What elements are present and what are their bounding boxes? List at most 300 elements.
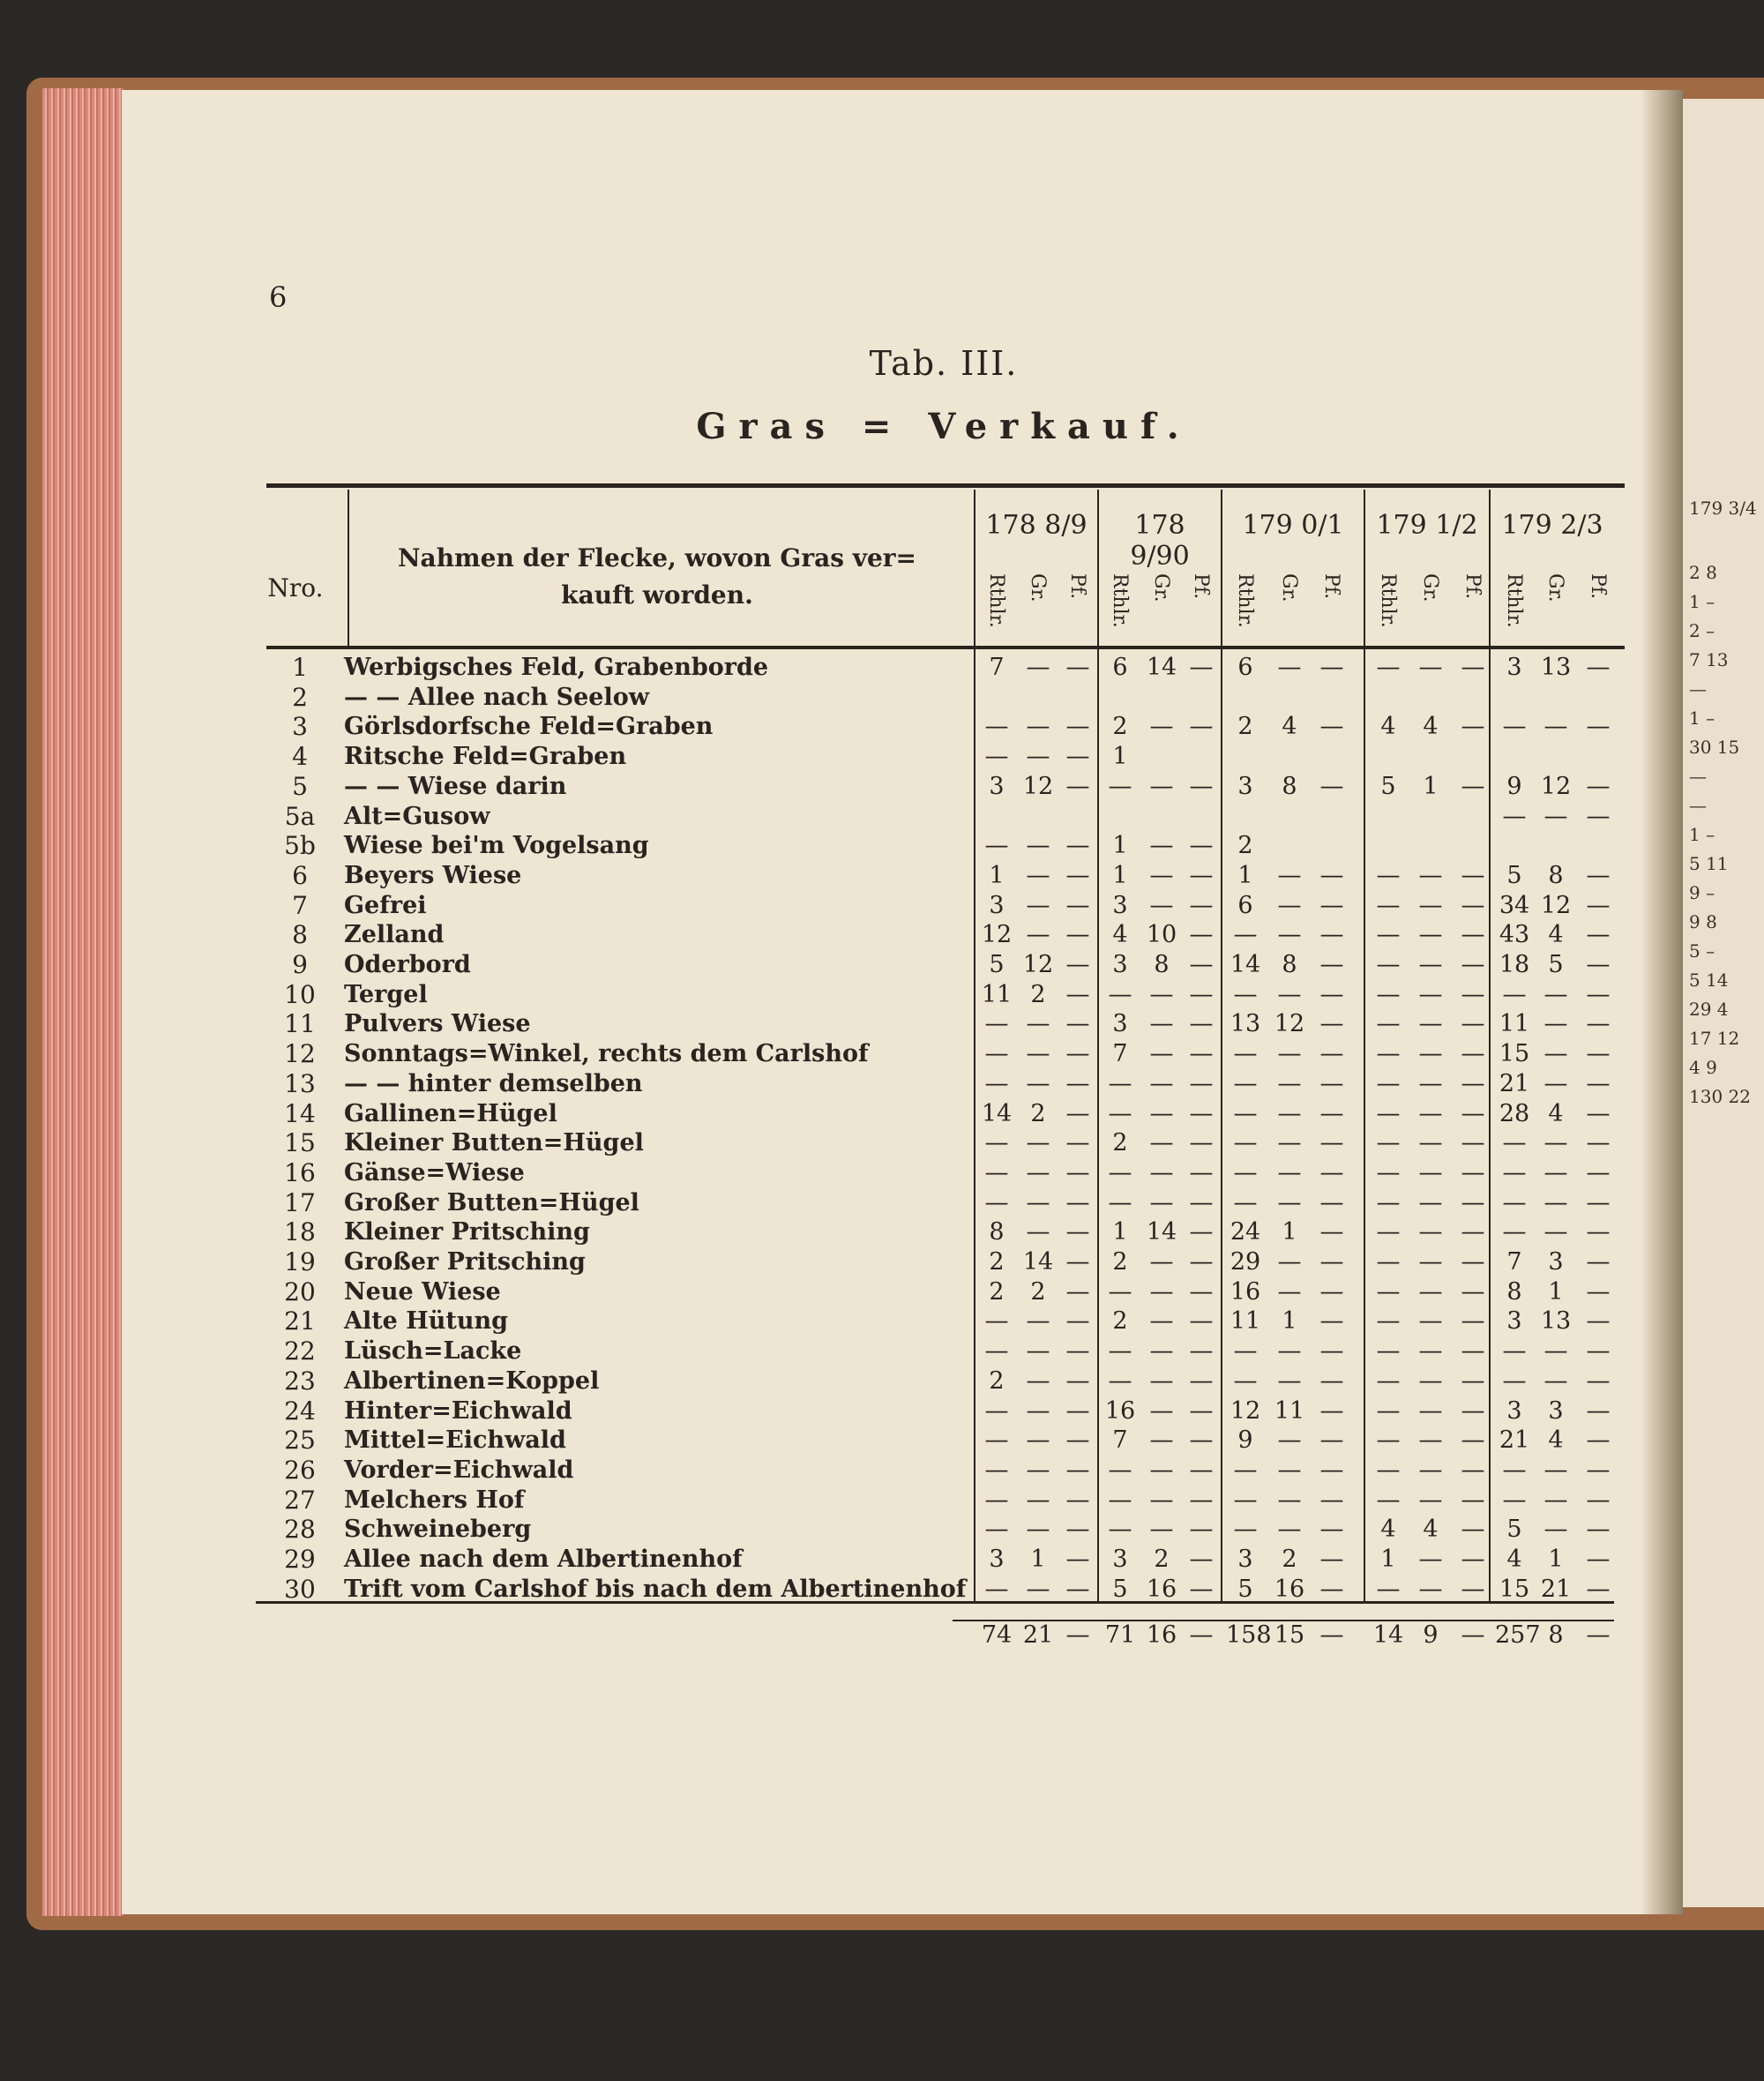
value-cell: — <box>1461 1516 1485 1544</box>
value-cell: — <box>1376 1040 1401 1068</box>
value-cell: 13 <box>1540 1307 1572 1336</box>
value-cell: — <box>1418 1188 1443 1216</box>
value-cell: — <box>1065 861 1090 889</box>
table-row <box>256 1515 1614 1545</box>
value-cell: — <box>1026 1575 1050 1603</box>
value-cell: — <box>1149 772 1174 800</box>
value-cell: — <box>1461 1218 1485 1246</box>
value-cell: — <box>984 1575 1009 1603</box>
value-cell: 12 <box>1022 951 1054 978</box>
row-name: Allee nach dem Albertinenhof <box>344 1546 743 1573</box>
value-cell: — <box>1418 1337 1443 1366</box>
value-cell: — <box>1461 713 1485 741</box>
header-name <box>353 540 961 614</box>
row-name: Mittel=Eichwald <box>344 1426 566 1455</box>
value-cell: — <box>1065 713 1090 741</box>
value-cell: — <box>1461 1277 1485 1306</box>
value-cell: 1 <box>1112 1218 1128 1246</box>
value-cell: — <box>1026 1426 1050 1455</box>
row-number: 27 <box>284 1485 316 1515</box>
value-cell: — <box>1065 1158 1090 1186</box>
value-cell: — <box>1189 1218 1214 1246</box>
next-page-value: 7 13 <box>1689 649 1729 670</box>
value-cell: — <box>1149 1396 1174 1425</box>
value-cell: — <box>1277 1426 1302 1455</box>
unit-header: Rthlr. <box>985 573 1007 628</box>
page-number: 6 <box>269 281 288 314</box>
row-name: Lüsch=Lacke <box>344 1337 522 1366</box>
value-cell: — <box>1233 1486 1258 1514</box>
table-row <box>256 1128 1614 1158</box>
value-cell: — <box>1149 1277 1174 1306</box>
value-cell: — <box>1319 1396 1344 1425</box>
year-header-1: 178 8/9 <box>985 510 1088 541</box>
value-cell: 11 <box>1274 1396 1305 1425</box>
value-cell: 15 <box>1499 1575 1530 1603</box>
table-row <box>256 1336 1614 1366</box>
value-cell: — <box>1189 921 1214 949</box>
value-cell: — <box>1149 713 1174 741</box>
year-header-2: 178 9/90 <box>1130 510 1190 572</box>
total-cell: 14 <box>1372 1621 1404 1649</box>
value-cell: — <box>1277 1099 1302 1127</box>
value-cell: — <box>1189 1337 1214 1366</box>
next-page-values <box>1689 558 1757 1112</box>
value-cell: — <box>1026 743 1050 771</box>
unit-header: Pf. <box>1066 573 1088 600</box>
unit-header: Gr. <box>1150 573 1172 603</box>
value-cell: — <box>1319 1069 1344 1097</box>
row-name: Pulvers Wiese <box>344 1010 531 1038</box>
value-cell: 1 <box>1380 1546 1396 1573</box>
row-name: Gefrei <box>344 891 427 919</box>
value-cell: — <box>1149 1010 1174 1038</box>
value-cell: 4 <box>1548 921 1564 949</box>
value-cell: — <box>1108 1516 1132 1544</box>
table-row <box>256 861 1614 891</box>
value-cell: 29 <box>1230 1248 1261 1276</box>
value-cell: — <box>1189 772 1214 800</box>
value-cell: — <box>1376 1188 1401 1216</box>
value-cell: — <box>1544 1129 1568 1157</box>
value-cell: 8 <box>1506 1277 1522 1306</box>
value-cell: — <box>1277 654 1302 681</box>
value-cell: — <box>1502 1218 1527 1246</box>
value-cell: — <box>1586 861 1611 889</box>
value-cell: — <box>1319 1516 1344 1544</box>
row-number: 9 <box>292 950 308 979</box>
value-cell: — <box>984 1516 1009 1544</box>
value-cell: 4 <box>1548 1426 1564 1455</box>
value-cell: — <box>1418 1456 1443 1484</box>
value-cell: — <box>1233 1188 1258 1216</box>
value-cell: — <box>1461 1010 1485 1038</box>
value-cell: 3 <box>1506 654 1522 681</box>
value-cell: — <box>1065 1040 1090 1068</box>
value-cell: — <box>1189 1546 1214 1573</box>
value-cell: 8 <box>1154 951 1170 978</box>
value-cell: — <box>1233 1456 1258 1484</box>
value-cell: 1 <box>1282 1307 1297 1336</box>
value-cell: — <box>1233 1129 1258 1157</box>
value-cell: 5 <box>1506 1516 1522 1544</box>
value-cell: — <box>1461 1158 1485 1186</box>
row-name: Großer Pritsching <box>344 1248 586 1276</box>
row-number: 29 <box>284 1545 316 1574</box>
next-page-value: 4 9 <box>1689 1057 1717 1078</box>
value-cell: — <box>1149 1486 1174 1514</box>
value-cell: — <box>1189 832 1214 860</box>
value-cell: — <box>1108 1337 1132 1366</box>
value-cell: — <box>1065 1129 1090 1157</box>
value-cell: — <box>1586 1099 1611 1127</box>
value-cell: 8 <box>989 1218 1005 1246</box>
row-number: 11 <box>284 1009 316 1039</box>
name-column-divider <box>348 490 349 647</box>
value-cell: — <box>1233 980 1258 1008</box>
value-cell: — <box>1319 951 1344 978</box>
value-cell: — <box>1461 1575 1485 1603</box>
value-cell: 1 <box>1548 1546 1564 1573</box>
value-cell: — <box>1277 1456 1302 1484</box>
value-cell: — <box>1418 1426 1443 1455</box>
value-cell: — <box>1319 1010 1344 1038</box>
value-cell: — <box>1376 1426 1401 1455</box>
value-cell: — <box>1026 1337 1050 1366</box>
value-cell: 14 <box>1146 1218 1177 1246</box>
value-cell: — <box>1544 1010 1568 1038</box>
table-row <box>256 653 1614 683</box>
value-cell: — <box>1233 1099 1258 1127</box>
value-cell: — <box>1065 1575 1090 1603</box>
value-cell: — <box>1277 1069 1302 1097</box>
value-cell: 6 <box>1237 654 1253 681</box>
value-cell: — <box>1149 1248 1174 1276</box>
value-cell: 5 <box>1380 772 1396 800</box>
row-name: Wiese bei'm Vogelsang <box>344 832 649 860</box>
unit-header: Pf. <box>1320 573 1342 600</box>
row-number: 3 <box>292 712 308 742</box>
row-name: Vorder=Eichwald <box>344 1456 574 1484</box>
value-cell: 16 <box>1274 1575 1305 1603</box>
value-cell: — <box>1189 1040 1214 1068</box>
header-bottom-rule <box>266 646 1625 649</box>
table-row <box>256 1456 1614 1486</box>
value-cell: 2 <box>989 1366 1005 1395</box>
row-number: 14 <box>284 1098 316 1128</box>
total-cell: 15 <box>1274 1621 1305 1649</box>
row-number: 26 <box>284 1455 316 1485</box>
value-cell: — <box>1065 1188 1090 1216</box>
value-cell: — <box>1544 1337 1568 1366</box>
year-header-5: 179 2/3 <box>1501 510 1603 541</box>
value-cell: — <box>1189 1099 1214 1127</box>
value-cell: — <box>1189 713 1214 741</box>
row-number: 8 <box>292 920 308 950</box>
value-cell: — <box>1149 1069 1174 1097</box>
value-cell: — <box>1586 1248 1611 1276</box>
value-cell: — <box>1189 980 1214 1008</box>
table-row <box>256 1247 1614 1277</box>
value-cell: — <box>1418 1307 1443 1336</box>
table-row <box>256 1188 1614 1218</box>
value-cell: — <box>1026 1158 1050 1186</box>
value-cell: — <box>1277 1040 1302 1068</box>
value-cell: — <box>1065 1396 1090 1425</box>
value-cell: — <box>1026 1188 1050 1216</box>
year-header-3: 179 0/1 <box>1242 510 1344 541</box>
main-title: Gras = Verkauf. <box>696 406 1192 447</box>
value-cell: 2 <box>989 1277 1005 1306</box>
year-header-4: 179 1/2 <box>1376 510 1478 541</box>
value-cell: 1 <box>989 861 1005 889</box>
value-cell: — <box>1586 1129 1611 1157</box>
value-cell: — <box>1376 1307 1401 1336</box>
value-cell: 1 <box>1237 861 1253 889</box>
row-name: — — Wiese darin <box>344 772 567 800</box>
total-cell: — <box>1189 1621 1214 1649</box>
value-cell: 4 <box>1112 921 1128 949</box>
table-row <box>256 831 1614 861</box>
value-cell: — <box>1026 921 1050 949</box>
value-cell: — <box>1461 861 1485 889</box>
table-row <box>256 1396 1614 1426</box>
row-name: Kleiner Pritsching <box>344 1218 590 1246</box>
value-cell: — <box>1277 1129 1302 1157</box>
value-cell: — <box>1376 1396 1401 1425</box>
value-cell: 14 <box>1230 951 1261 978</box>
value-cell: — <box>1065 1277 1090 1306</box>
value-cell: — <box>1065 921 1090 949</box>
row-name: Hinter=Eichwald <box>344 1396 572 1425</box>
value-cell: — <box>1544 980 1568 1008</box>
value-cell: — <box>1065 1337 1090 1366</box>
value-cell: 3 <box>1548 1248 1564 1276</box>
value-cell: — <box>1149 1040 1174 1068</box>
value-cell: — <box>1189 1188 1214 1216</box>
value-cell: — <box>1418 1099 1443 1127</box>
next-page-value: 1 – <box>1689 824 1715 845</box>
value-cell: — <box>1418 891 1443 919</box>
value-cell: — <box>1502 1129 1527 1157</box>
value-cell: — <box>1418 1158 1443 1186</box>
value-cell: — <box>1065 1456 1090 1484</box>
header-nro: Nro. <box>267 573 324 603</box>
next-page-value: 2 – <box>1689 620 1715 641</box>
value-cell: — <box>1586 1546 1611 1573</box>
value-cell: — <box>1418 1277 1443 1306</box>
value-cell: — <box>1502 802 1527 830</box>
next-page-value: 1 – <box>1689 591 1715 612</box>
value-cell: 1 <box>1548 1277 1564 1306</box>
value-cell: — <box>1189 1069 1214 1097</box>
value-cell: — <box>1586 1218 1611 1246</box>
value-cell: — <box>1376 1158 1401 1186</box>
value-cell: — <box>1586 1010 1611 1038</box>
value-cell: — <box>1189 951 1214 978</box>
row-name: Trift vom Carlshof bis nach dem Albertinenhof <box>344 1575 967 1603</box>
value-cell: — <box>1586 713 1611 741</box>
row-number: 17 <box>284 1187 316 1217</box>
value-cell: — <box>1065 1516 1090 1544</box>
value-cell: 3 <box>1237 1546 1253 1573</box>
value-cell: — <box>1319 1366 1344 1395</box>
value-cell: — <box>1586 980 1611 1008</box>
value-cell: 3 <box>1548 1396 1564 1425</box>
value-cell: — <box>1544 1188 1568 1216</box>
value-cell: 15 <box>1499 1040 1530 1068</box>
row-name: Albertinen=Koppel <box>344 1366 600 1395</box>
next-page-value: 5 11 <box>1689 853 1729 874</box>
table-row <box>256 1069 1614 1099</box>
value-cell: — <box>1189 1426 1214 1455</box>
value-cell: 1 <box>1030 1546 1046 1573</box>
value-cell: — <box>1586 1188 1611 1216</box>
value-cell: — <box>1502 1456 1527 1484</box>
next-page-value: 9 – <box>1689 882 1715 903</box>
total-cell: — <box>1586 1621 1611 1649</box>
row-number: 4 <box>292 742 308 772</box>
value-cell: — <box>1418 1040 1443 1068</box>
top-rule <box>266 483 1625 488</box>
total-cell: 16 <box>1146 1621 1177 1649</box>
value-cell: — <box>1108 1366 1132 1395</box>
value-cell: — <box>1065 1248 1090 1276</box>
next-page-value: — <box>1689 795 1707 816</box>
row-number: 23 <box>284 1366 316 1396</box>
value-cell: — <box>1065 891 1090 919</box>
value-cell: — <box>1065 1426 1090 1455</box>
value-cell: — <box>1065 1307 1090 1336</box>
value-cell: — <box>1065 1546 1090 1573</box>
row-number: 12 <box>284 1039 316 1069</box>
value-cell: — <box>1277 891 1302 919</box>
row-number: 19 <box>284 1247 316 1276</box>
value-cell: 2 <box>1112 713 1128 741</box>
value-cell: — <box>1418 1248 1443 1276</box>
value-cell: 5 <box>989 951 1005 978</box>
value-cell: 2 <box>1030 1099 1046 1127</box>
value-cell: — <box>1026 1516 1050 1544</box>
row-name: — — Allee nach Seelow <box>344 683 649 711</box>
value-cell: — <box>1149 891 1174 919</box>
unit-header: Pf. <box>1190 573 1212 600</box>
value-cell: 3 <box>989 772 1005 800</box>
row-number: 16 <box>284 1157 316 1187</box>
row-name: Görlsdorfsche Feld=Graben <box>344 713 714 741</box>
table-row <box>256 980 1614 1010</box>
value-cell: — <box>1065 772 1090 800</box>
value-cell: — <box>1026 1456 1050 1484</box>
value-cell: 7 <box>1112 1040 1128 1068</box>
value-cell: 4 <box>1506 1546 1522 1573</box>
value-cell: — <box>984 1456 1009 1484</box>
value-cell: — <box>1319 1456 1344 1484</box>
value-cell: — <box>1319 1158 1344 1186</box>
value-cell: 1 <box>1112 861 1128 889</box>
value-cell: 2 <box>1237 713 1253 741</box>
row-number: 24 <box>284 1396 316 1426</box>
value-cell: — <box>1586 1486 1611 1514</box>
value-cell: — <box>1026 832 1050 860</box>
value-cell: — <box>1418 1546 1443 1573</box>
value-cell: — <box>984 743 1009 771</box>
row-number: 5 <box>292 771 308 801</box>
value-cell: — <box>1319 1546 1344 1573</box>
row-name: Beyers Wiese <box>344 861 522 889</box>
table-row <box>256 1158 1614 1188</box>
value-cell: — <box>1461 1546 1485 1573</box>
value-cell: 2 <box>989 1248 1005 1276</box>
value-cell: — <box>984 1040 1009 1068</box>
value-cell: — <box>1319 1099 1344 1127</box>
value-cell: — <box>1319 1307 1344 1336</box>
value-cell: — <box>1189 1248 1214 1276</box>
value-cell: 5 <box>1112 1575 1128 1603</box>
value-cell: 1 <box>1112 743 1128 771</box>
value-cell: — <box>1586 1307 1611 1336</box>
next-page-value: — <box>1689 678 1707 700</box>
value-cell: — <box>984 1426 1009 1455</box>
table-row <box>256 1099 1614 1129</box>
value-cell: — <box>1149 1307 1174 1336</box>
row-number: 18 <box>284 1217 316 1247</box>
unit-header: Pf. <box>1461 573 1484 600</box>
value-cell: — <box>1586 802 1611 830</box>
value-cell: — <box>1586 1366 1611 1395</box>
value-cell: — <box>1461 1129 1485 1157</box>
value-cell: — <box>984 1307 1009 1336</box>
value-cell: — <box>1065 980 1090 1008</box>
row-name: Melchers Hof <box>344 1486 525 1514</box>
value-cell: 2 <box>1154 1546 1170 1573</box>
value-cell: 2 <box>1237 832 1253 860</box>
value-cell: — <box>1544 1366 1568 1395</box>
value-cell: 13 <box>1230 1010 1261 1038</box>
table-row <box>256 1277 1614 1307</box>
value-cell: — <box>1376 1129 1401 1157</box>
value-cell: — <box>1149 1366 1174 1395</box>
value-cell: — <box>1461 891 1485 919</box>
next-page-value: 17 12 <box>1689 1028 1740 1049</box>
value-cell: — <box>1502 1188 1527 1216</box>
value-cell: — <box>1544 1069 1568 1097</box>
value-cell: — <box>984 1069 1009 1097</box>
value-cell: 14 <box>1146 654 1177 681</box>
value-cell: — <box>1233 921 1258 949</box>
row-number: 7 <box>292 890 308 920</box>
value-cell: 16 <box>1230 1277 1261 1306</box>
value-cell: — <box>1233 1337 1258 1366</box>
value-cell: 14 <box>1022 1248 1054 1276</box>
value-cell: — <box>1461 951 1485 978</box>
value-cell: 3 <box>1506 1307 1522 1336</box>
value-cell: — <box>1026 1129 1050 1157</box>
value-cell: — <box>1376 1366 1401 1395</box>
value-cell: 3 <box>1112 1010 1128 1038</box>
next-page-value: — <box>1689 766 1707 787</box>
value-cell: — <box>1418 1218 1443 1246</box>
value-cell: — <box>1319 1277 1344 1306</box>
value-cell: — <box>1461 1307 1485 1336</box>
table-row <box>256 1039 1614 1069</box>
value-cell: — <box>1026 1010 1050 1038</box>
value-cell: — <box>1149 1129 1174 1157</box>
value-cell: 8 <box>1282 951 1297 978</box>
value-cell: — <box>1277 980 1302 1008</box>
row-name: Neue Wiese <box>344 1277 501 1306</box>
value-cell: — <box>1108 980 1132 1008</box>
